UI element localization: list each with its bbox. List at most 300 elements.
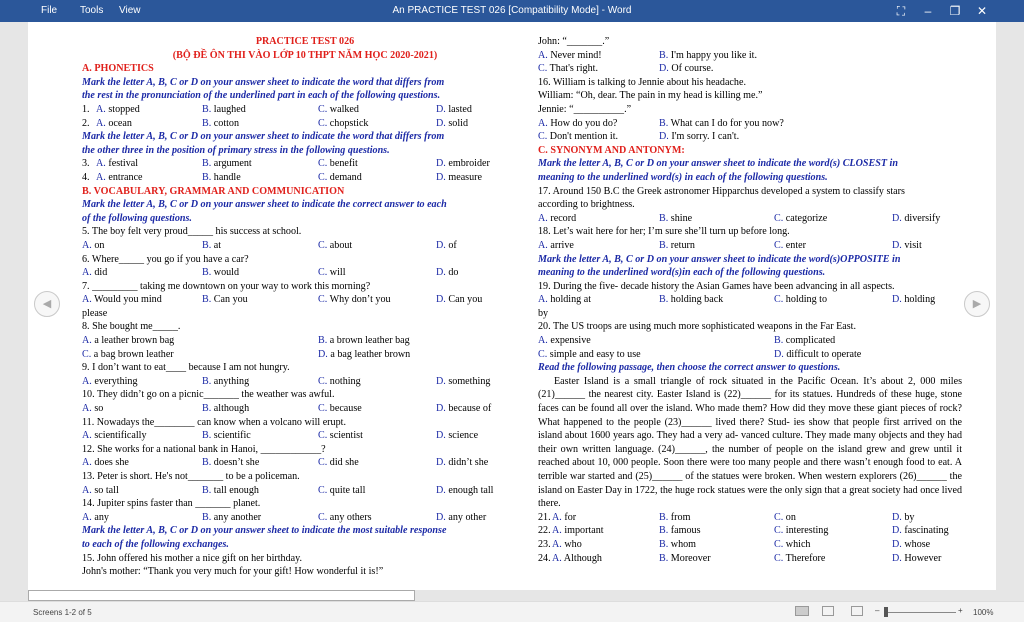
answer-option[interactable] bbox=[552, 524, 604, 538]
option-text: Why don’t you bbox=[329, 294, 391, 306]
option-letter: A. bbox=[82, 375, 92, 387]
status-bar bbox=[0, 601, 1024, 622]
option-letter: C. bbox=[318, 430, 328, 442]
question-options bbox=[82, 456, 528, 470]
answer-option[interactable] bbox=[318, 375, 361, 389]
option-text: arrive bbox=[550, 239, 574, 251]
option-text: difficult to operate bbox=[786, 348, 862, 360]
option-letter: A. bbox=[82, 294, 92, 306]
option-text: any another bbox=[213, 511, 262, 523]
question-number: 22. bbox=[538, 525, 551, 537]
answer-option[interactable] bbox=[659, 538, 696, 552]
option-text: Can you bbox=[448, 294, 483, 306]
option-letter: C. bbox=[318, 117, 328, 129]
answer-option[interactable] bbox=[202, 456, 259, 470]
option-text: so tall bbox=[94, 484, 119, 496]
option-text: enter bbox=[785, 239, 806, 251]
answer-option[interactable] bbox=[892, 511, 914, 525]
option-letter: C. bbox=[318, 457, 328, 469]
menu-tools[interactable]: Tools bbox=[80, 5, 104, 16]
answer-option[interactable] bbox=[318, 293, 391, 307]
question-options bbox=[82, 375, 528, 389]
answer-option[interactable] bbox=[538, 130, 618, 144]
answer-option[interactable] bbox=[538, 293, 591, 307]
text-line: Mark the letter A, B, C or D on your answer sheet to indicate the word(s) CLOSEST in bbox=[538, 158, 898, 170]
answer-option[interactable] bbox=[202, 103, 246, 117]
answer-option[interactable] bbox=[436, 171, 482, 185]
option-text: of bbox=[448, 239, 457, 251]
option-letter: A. bbox=[82, 484, 92, 496]
option-letter: B. bbox=[202, 430, 212, 442]
answer-option[interactable] bbox=[318, 484, 365, 498]
option-letter: A. bbox=[538, 294, 548, 306]
option-text: on bbox=[94, 239, 105, 251]
text-line: Mark the letter A, B, C or D on your answer sheet to indicate the word(s)OPPOSITE in bbox=[538, 253, 901, 265]
option-text: Never mind! bbox=[550, 49, 602, 61]
answer-option[interactable] bbox=[659, 130, 739, 144]
read-mode-icon[interactable] bbox=[795, 606, 809, 616]
next-screen-icon[interactable]: ▶ bbox=[964, 291, 990, 317]
print-layout-icon[interactable] bbox=[822, 606, 834, 616]
text-line: 15. John offered his mother a nice gift on her birthday. bbox=[82, 552, 303, 564]
answer-option[interactable] bbox=[538, 348, 641, 362]
prev-screen-icon[interactable]: ◀ bbox=[34, 291, 60, 317]
answer-option[interactable] bbox=[318, 157, 358, 171]
text-line: by bbox=[538, 307, 549, 319]
option-text: does she bbox=[94, 457, 129, 469]
option-letter: D. bbox=[892, 239, 902, 251]
option-text: whom bbox=[670, 538, 697, 550]
answer-option[interactable] bbox=[202, 239, 221, 253]
answer-option[interactable] bbox=[202, 117, 239, 131]
answer-option[interactable] bbox=[659, 293, 723, 307]
option-text: didn’t she bbox=[448, 457, 489, 469]
option-letter: A. bbox=[538, 335, 548, 347]
option-text: nothing bbox=[329, 375, 361, 387]
answer-option[interactable] bbox=[318, 402, 362, 416]
option-text: benefit bbox=[329, 158, 358, 170]
answer-option[interactable] bbox=[318, 456, 359, 470]
document-page[interactable] bbox=[28, 22, 996, 590]
answer-option[interactable] bbox=[436, 239, 457, 253]
web-layout-icon[interactable] bbox=[851, 606, 863, 616]
answer-option[interactable] bbox=[436, 157, 490, 171]
answer-option[interactable] bbox=[892, 293, 935, 307]
answer-option[interactable] bbox=[202, 266, 239, 280]
option-text: laughed bbox=[213, 103, 246, 115]
answer-option[interactable] bbox=[659, 511, 690, 525]
left-column bbox=[82, 35, 528, 579]
answer-option[interactable] bbox=[892, 552, 941, 566]
question-options bbox=[82, 239, 528, 253]
option-letter: B. bbox=[202, 171, 212, 183]
answer-option[interactable] bbox=[82, 511, 109, 525]
answer-option[interactable] bbox=[774, 293, 827, 307]
question-options bbox=[538, 538, 962, 552]
menu-file[interactable]: File bbox=[41, 5, 58, 16]
answer-option[interactable] bbox=[82, 484, 119, 498]
question-options bbox=[538, 239, 962, 253]
option-letter: D. bbox=[436, 430, 446, 442]
answer-option[interactable] bbox=[318, 429, 363, 443]
answer-option[interactable] bbox=[318, 103, 359, 117]
answer-option[interactable] bbox=[892, 538, 930, 552]
answer-option[interactable] bbox=[202, 171, 241, 185]
answer-option[interactable] bbox=[436, 266, 458, 280]
option-letter: A. bbox=[552, 552, 562, 564]
option-text: science bbox=[448, 430, 479, 442]
answer-option[interactable] bbox=[318, 334, 410, 348]
option-text: ocean bbox=[108, 117, 132, 129]
option-letter: C. bbox=[774, 552, 784, 564]
option-letter: B. bbox=[659, 525, 669, 537]
question-options bbox=[538, 293, 962, 307]
option-text: famous bbox=[670, 525, 701, 537]
answer-option[interactable] bbox=[659, 239, 695, 253]
option-letter: B. bbox=[202, 294, 212, 306]
option-letter: C. bbox=[318, 103, 328, 115]
text-line: according to brightness. bbox=[538, 199, 635, 211]
option-letter: B. bbox=[659, 212, 669, 224]
horizontal-scrollbar[interactable] bbox=[28, 590, 415, 601]
question-options bbox=[538, 348, 962, 362]
option-letter: D. bbox=[436, 294, 446, 306]
option-letter: C. bbox=[318, 158, 328, 170]
option-text: fascinating bbox=[904, 525, 949, 537]
option-text: complicated bbox=[785, 335, 836, 347]
option-letter: A. bbox=[96, 158, 106, 170]
answer-option[interactable] bbox=[436, 429, 478, 443]
option-text: I'm sorry. I can't. bbox=[671, 131, 740, 143]
answer-option[interactable] bbox=[318, 239, 352, 253]
option-letter: D. bbox=[892, 212, 902, 224]
answer-option[interactable] bbox=[774, 552, 825, 566]
answer-option[interactable] bbox=[436, 375, 490, 389]
option-text: any bbox=[94, 511, 109, 523]
option-text: holding to bbox=[785, 294, 828, 306]
option-text: entrance bbox=[108, 171, 143, 183]
restore-icon[interactable]: ❐ bbox=[949, 4, 961, 18]
option-letter: D. bbox=[774, 348, 784, 360]
answer-option[interactable] bbox=[892, 212, 940, 226]
answer-option[interactable] bbox=[318, 266, 346, 280]
option-text: Would you mind bbox=[94, 294, 162, 306]
option-letter: A. bbox=[96, 171, 106, 183]
text-line: 6. Where_____ you go if you have a car? bbox=[82, 253, 249, 265]
text-line: 14. Jupiter spins faster than _______ planet. bbox=[82, 498, 261, 510]
answer-option[interactable] bbox=[659, 212, 692, 226]
option-text: cotton bbox=[213, 117, 240, 129]
option-letter: D. bbox=[436, 511, 446, 523]
text-line: William: “Oh, dear. The pain in my head is killing me.” bbox=[538, 90, 763, 102]
text-line: Mark the letter A, B, C or D on your answer sheet to indicate the correct answer to each bbox=[82, 199, 447, 211]
answer-option[interactable] bbox=[96, 117, 132, 131]
option-letter: B. bbox=[202, 457, 212, 469]
option-letter: A. bbox=[82, 457, 92, 469]
text-line: Mark the letter A, B, C or D on your answer sheet to indicate the word that differs from bbox=[82, 76, 445, 88]
question-options bbox=[538, 117, 962, 131]
option-letter: D. bbox=[318, 348, 328, 360]
answer-option[interactable] bbox=[538, 62, 598, 76]
option-text: simple and easy to use bbox=[549, 348, 641, 360]
answer-option[interactable] bbox=[659, 552, 711, 566]
option-letter: A. bbox=[96, 103, 106, 115]
answer-option[interactable] bbox=[659, 117, 784, 131]
answer-option[interactable] bbox=[82, 375, 138, 389]
answer-option[interactable] bbox=[774, 212, 827, 226]
answer-option[interactable] bbox=[96, 171, 143, 185]
answer-option[interactable] bbox=[538, 49, 602, 63]
answer-option[interactable] bbox=[659, 62, 713, 76]
answer-option[interactable] bbox=[96, 103, 140, 117]
zoom-slider-thumb[interactable] bbox=[884, 607, 888, 617]
question-number: 1. bbox=[82, 103, 90, 115]
option-text: whose bbox=[904, 538, 931, 550]
option-text: holding at bbox=[550, 294, 592, 306]
answer-option[interactable] bbox=[659, 524, 701, 538]
right-column bbox=[538, 35, 962, 565]
option-letter: B. bbox=[774, 335, 784, 347]
answer-option[interactable] bbox=[552, 538, 582, 552]
option-letter: B. bbox=[659, 117, 669, 129]
option-letter: A. bbox=[82, 239, 92, 251]
option-text: measure bbox=[448, 171, 482, 183]
option-letter: A. bbox=[96, 117, 106, 129]
option-text: Although bbox=[563, 552, 602, 564]
answer-option[interactable] bbox=[774, 511, 796, 525]
answer-option[interactable] bbox=[552, 552, 602, 566]
option-text: did bbox=[94, 267, 108, 279]
option-text: holding bbox=[904, 294, 936, 306]
option-letter: C. bbox=[774, 538, 784, 550]
text-line: 9. I don’t want to eat____ because I am not hungry. bbox=[82, 362, 290, 374]
option-text: doesn’t she bbox=[213, 457, 260, 469]
option-letter: B. bbox=[202, 117, 212, 129]
zoom-level[interactable]: 100% bbox=[973, 608, 994, 617]
text-line: 13. Peter is short. He's not_______ to be a policeman. bbox=[82, 471, 300, 482]
option-letter: D. bbox=[892, 538, 902, 550]
heading: (BỘ ĐỀ ÔN THI VÀO LỚP 10 THPT NĂM HỌC 2020-2021) bbox=[172, 49, 438, 61]
option-letter: A. bbox=[552, 511, 562, 523]
answer-option[interactable] bbox=[202, 375, 249, 389]
question-options bbox=[82, 484, 528, 498]
option-text: who bbox=[564, 538, 582, 550]
option-letter: B. bbox=[202, 375, 212, 387]
answer-option[interactable] bbox=[538, 239, 574, 253]
option-letter: D. bbox=[436, 484, 446, 496]
option-text: any other bbox=[448, 511, 487, 523]
answer-option[interactable] bbox=[892, 524, 949, 538]
option-text: lasted bbox=[448, 103, 472, 115]
option-letter: A. bbox=[538, 212, 548, 224]
menu-view[interactable]: View bbox=[119, 5, 141, 16]
text-line: meaning to the underlined word(s) in each of the following questions. bbox=[538, 171, 828, 183]
answer-option[interactable] bbox=[82, 293, 162, 307]
question-options bbox=[82, 103, 528, 117]
option-letter: B. bbox=[202, 239, 212, 251]
fullscreen-icon[interactable]: ⛶ bbox=[896, 4, 906, 18]
answer-option[interactable] bbox=[436, 402, 491, 416]
option-text: expensive bbox=[550, 335, 591, 347]
text-line: 16. William is talking to Jennie about his headache. bbox=[538, 76, 746, 88]
answer-option[interactable] bbox=[202, 293, 248, 307]
option-text: enough tall bbox=[448, 484, 494, 496]
text-line: 17. Around 150 B.C the Greek astronomer Hipparchus developed a system to classify stars bbox=[538, 185, 905, 197]
option-letter: C. bbox=[538, 131, 548, 143]
option-letter: A. bbox=[82, 403, 92, 415]
option-letter: D. bbox=[892, 552, 902, 564]
option-text: shine bbox=[670, 212, 693, 224]
answer-option[interactable] bbox=[436, 511, 486, 525]
answer-option[interactable] bbox=[552, 511, 576, 525]
text-line: B. VOCABULARY, GRAMMAR AND COMMUNICATION bbox=[82, 185, 345, 197]
option-letter: A. bbox=[538, 49, 548, 61]
heading: PRACTICE TEST 026 bbox=[255, 36, 355, 47]
answer-option[interactable] bbox=[436, 103, 472, 117]
text-line: the rest in the pronunciation of the underlined part in each of the following questions. bbox=[82, 90, 441, 102]
question-number: 21. bbox=[538, 511, 551, 523]
close-icon[interactable]: ✕ bbox=[976, 4, 988, 18]
answer-option[interactable] bbox=[318, 171, 362, 185]
answer-option[interactable] bbox=[892, 239, 922, 253]
option-letter: C. bbox=[318, 171, 328, 183]
answer-option[interactable] bbox=[538, 212, 576, 226]
text-line: A. PHONETICS bbox=[82, 63, 154, 75]
option-letter: C. bbox=[318, 267, 328, 279]
option-letter: D. bbox=[436, 103, 446, 115]
answer-option[interactable] bbox=[318, 511, 372, 525]
option-letter: D. bbox=[892, 294, 902, 306]
text-line: the other three in the position of primary stress in the following questions. bbox=[82, 144, 390, 156]
option-text: from bbox=[670, 511, 691, 523]
answer-option[interactable] bbox=[82, 239, 104, 253]
option-text: so bbox=[94, 403, 104, 415]
answer-option[interactable] bbox=[82, 402, 103, 416]
option-letter: B. bbox=[202, 484, 212, 496]
option-letter: A. bbox=[82, 335, 92, 347]
answer-option[interactable] bbox=[202, 429, 251, 443]
option-text: Don't mention it. bbox=[549, 131, 619, 143]
option-letter: C. bbox=[318, 294, 328, 306]
text-line: John's mother: “Thank you very much for your gift! How wonderful it is!” bbox=[82, 566, 384, 578]
option-text: will bbox=[329, 267, 346, 279]
option-text: diversify bbox=[904, 212, 941, 224]
option-text: do bbox=[448, 267, 459, 279]
option-text: I'm happy you like it. bbox=[670, 49, 757, 61]
zoom-in-icon[interactable]: + bbox=[958, 606, 963, 615]
option-text: did she bbox=[329, 457, 359, 469]
option-text: demand bbox=[329, 171, 362, 183]
answer-option[interactable] bbox=[318, 348, 410, 362]
answer-option[interactable] bbox=[436, 484, 494, 498]
option-text: Of course. bbox=[671, 63, 714, 75]
answer-option[interactable] bbox=[202, 402, 249, 416]
option-letter: A. bbox=[552, 538, 562, 550]
text-line: 11. Nowadays the________ can know when a volcano will erupt. bbox=[82, 416, 346, 428]
question-options bbox=[82, 429, 528, 443]
option-letter: A. bbox=[82, 430, 92, 442]
question-options bbox=[538, 130, 962, 144]
text-line: 10. They didn’t go on a picnic_______ the weather was awful. bbox=[82, 389, 335, 401]
question-options bbox=[82, 117, 528, 131]
question-number: 3. bbox=[82, 158, 90, 170]
option-letter: A. bbox=[82, 267, 92, 279]
question-options bbox=[82, 171, 528, 185]
option-text: That's right. bbox=[549, 63, 598, 75]
option-text: a leather brown bag bbox=[94, 335, 175, 347]
option-text: anything bbox=[213, 375, 250, 387]
answer-option[interactable] bbox=[538, 117, 617, 131]
window-title: An PRACTICE TEST 026 [Compatibility Mode] - Word bbox=[392, 5, 632, 16]
option-text: quite tall bbox=[329, 484, 366, 496]
zoom-out-icon[interactable]: – bbox=[875, 606, 880, 615]
option-text: categorize bbox=[785, 212, 828, 224]
question-options bbox=[538, 212, 962, 226]
question-options bbox=[538, 49, 962, 63]
answer-option[interactable] bbox=[774, 538, 810, 552]
option-letter: B. bbox=[659, 49, 669, 61]
answer-option[interactable] bbox=[774, 524, 828, 538]
answer-option[interactable] bbox=[436, 293, 482, 307]
option-text: Therefore bbox=[785, 552, 826, 564]
answer-option[interactable] bbox=[538, 334, 591, 348]
zoom-slider[interactable] bbox=[884, 612, 956, 613]
option-text: a brown leather bag bbox=[329, 335, 410, 347]
option-letter: D. bbox=[892, 525, 902, 537]
answer-option[interactable] bbox=[436, 117, 468, 131]
answer-option[interactable] bbox=[436, 456, 488, 470]
question-options bbox=[82, 402, 528, 416]
answer-option[interactable] bbox=[774, 348, 861, 362]
option-text: handle bbox=[213, 171, 241, 183]
answer-option[interactable] bbox=[96, 157, 138, 171]
answer-option[interactable] bbox=[82, 429, 147, 443]
option-letter: B. bbox=[659, 239, 669, 251]
option-text: Moreover bbox=[670, 552, 711, 564]
option-letter: C. bbox=[318, 375, 328, 387]
text-line: Mark the letter A, B, C or D on your answer sheet to indicate the word that differs from bbox=[82, 131, 445, 143]
option-letter: B. bbox=[202, 158, 212, 170]
option-letter: D. bbox=[436, 239, 446, 251]
answer-option[interactable] bbox=[82, 348, 174, 362]
option-letter: A. bbox=[538, 239, 548, 251]
question-number: 23. bbox=[538, 538, 551, 550]
option-letter: C. bbox=[318, 511, 328, 523]
option-text: everything bbox=[94, 375, 138, 387]
option-letter: D. bbox=[436, 158, 446, 170]
option-text: interesting bbox=[785, 525, 829, 537]
answer-option[interactable] bbox=[82, 266, 107, 280]
option-letter: C. bbox=[82, 348, 92, 360]
option-letter: D. bbox=[436, 171, 446, 183]
text-line: of the following questions. bbox=[82, 212, 192, 224]
answer-option[interactable] bbox=[318, 117, 368, 131]
option-text: scientifically bbox=[94, 430, 147, 442]
answer-option[interactable] bbox=[82, 456, 129, 470]
option-text: chopstick bbox=[329, 117, 369, 129]
option-letter: B. bbox=[202, 403, 212, 415]
answer-option[interactable] bbox=[774, 239, 806, 253]
option-text: festival bbox=[108, 158, 139, 170]
text-line: 19. During the five- decade history the Asian Games have been advancing in all aspects. bbox=[538, 280, 895, 292]
answer-option[interactable] bbox=[659, 49, 757, 63]
answer-option[interactable] bbox=[82, 334, 174, 348]
answer-option[interactable] bbox=[202, 511, 261, 525]
answer-option[interactable] bbox=[202, 484, 259, 498]
minimize-icon[interactable]: – bbox=[924, 4, 932, 18]
answer-option[interactable] bbox=[202, 157, 252, 171]
answer-option[interactable] bbox=[774, 334, 835, 348]
